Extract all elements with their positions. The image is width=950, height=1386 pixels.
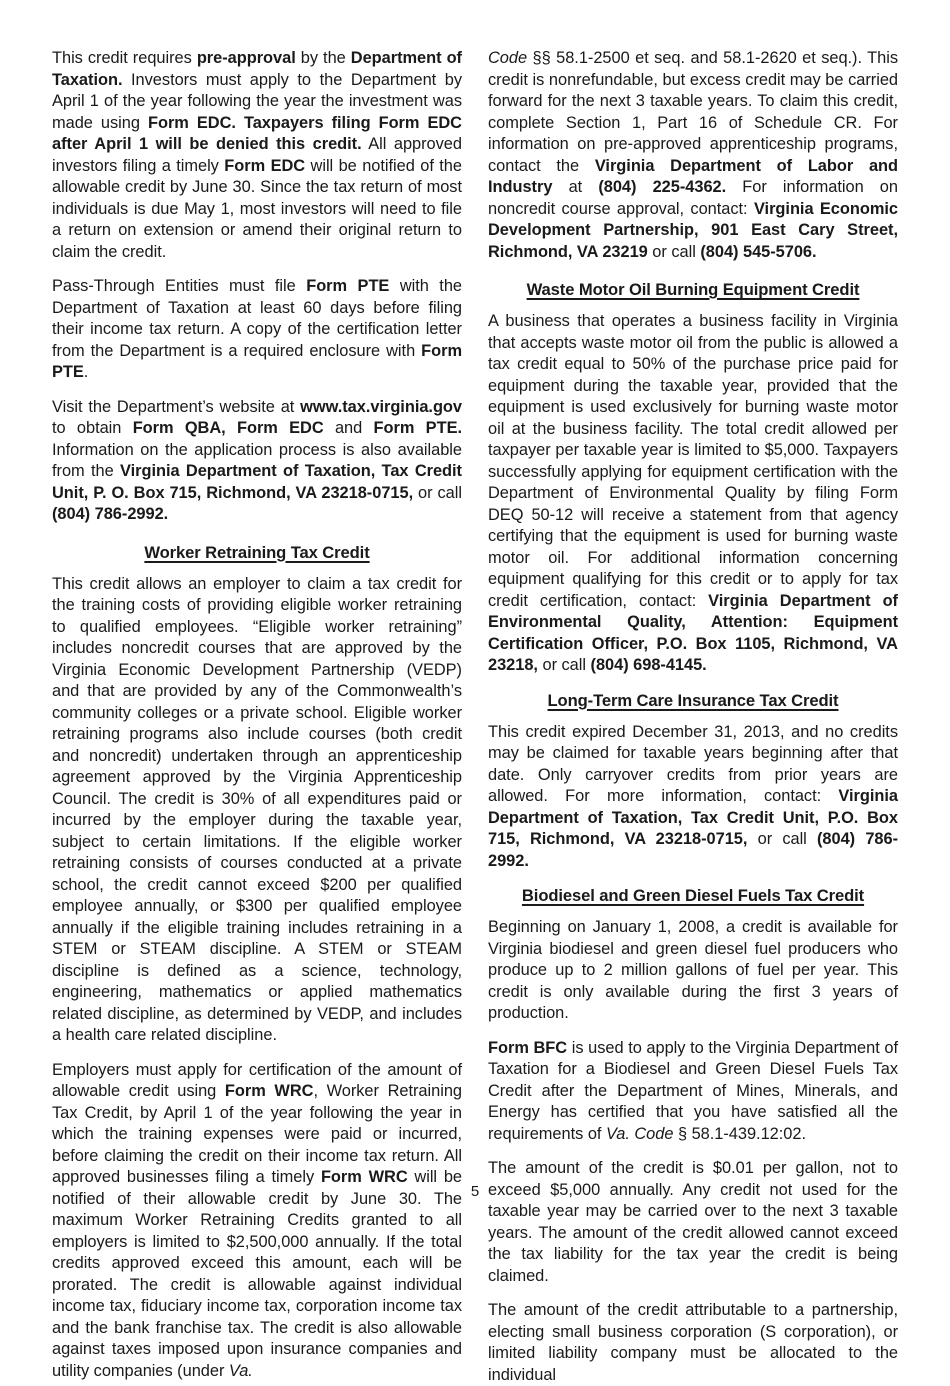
- paragraph-worker-retraining-application: Employers must apply for certification of the amount of allowable credit using Form WRC, Worker Retraining Tax Credit, by April 1 of the year following the year in which the training expenses were paid or incurred, before claiming the credit on their income tax return. All approved businesses filing a timely Form WRC will be notified of their allowable credit by June 30. The maximum Worker Retraining Credits granted to all employers is limited to $2,500,000 annually. If the total credits approved exceed this amount, each will be prorated. The credit is allowable against individual income tax, fiduciary income tax, corporation income tax and the bank franchise tax. The credit is also allowable against taxes imposed upon insurance companies and utility companies (under Va.: [52, 1060, 462, 1380]
- page-number: 5: [470, 1183, 480, 1200]
- heading-biodiesel-green-diesel-fuels-tax-credit: Biodiesel and Green Diesel Fuels Tax Credit: [521, 886, 865, 905]
- paragraph-code-continuation: Code §§ 58.1-2500 et seq. and 58.1-2620 et seq.). This credit is nonrefundable, but excess credit may be carried forward for the next 3 taxable years. To claim this credit, complete Section 1, Part 16 of Schedule CR. For information on pre-approved apprenticeship programs, contact the Virginia Department of Labor and Industry at (804) 225-4362. For information on noncredit course approval, contact: Virginia Economic Development Partnership, 901 East Cary Street, Richmond, VA 23219 or call (804) 545-5706.: [488, 49, 898, 261]
- heading-waste-motor-oil-burning-equipment-credit: Waste Motor Oil Burning Equipment Credit: [526, 280, 860, 299]
- paragraph-edc-preapproval: This credit requires pre-approval by the Department of Taxation. Investors must apply to the Department by April 1 of the year following the year the investment was made using Form EDC. Taxpayers filing Form EDC after April 1 will be denied this credit. All approved investors filing a timely Form EDC will be notified of the allowable credit by June 30. Since the tax return of most individuals is due May 1, most investors will need to file a return on extension or amend their original return to claim the credit.: [52, 49, 462, 261]
- paragraph-worker-retraining-overview: This credit allows an employer to claim a tax credit for the training costs of providing eligible worker retraining to qualified employees. “Eligible worker retraining” includes noncredit courses that are approved by the Virginia Economic Development Partnership (VEDP) and that are provided by any of the Commonwealth’s community colleges or a private school. Eligible worker retraining programs also include courses (both credit and noncredit) undertaken through an apprenticeship agreement approved by the Virginia Apprenticeship Council. The credit is 30% of all expenditures paid or incurred by the employer during the taxable year, subject to certain limitations. If the eligible worker retraining consists of courses conducted at a private school, the credit cannot exceed $200 per qualified employee annually, or $300 per qualified employee annually if the eligible training includes retraining in a STEM or STEAM discipline. A STEM or STEAM discipline is defined as a science, technology, engineering, mathematics or applied mathematics related discipline, as determined by VEDP, and includes a health care related discipline.: [52, 574, 462, 1044]
- heading-worker-retraining-tax-credit: Worker Retraining Tax Credit: [144, 542, 370, 562]
- paragraph-biodiesel-credit-amount: The amount of the credit is $0.01 per gallon, not to exceed $5,000 annually. Any credit not used for the taxable year may be carried over to the next 3 taxable years. The amount of the credit allowed cannot exceed the tax liability for the tax year the credit is being claimed.: [488, 1159, 898, 1285]
- paragraph-pass-through-entities: Pass-Through Entities must file Form PTE with the Department of Taxation at least 60 days before filing their income tax return. A copy of the certification letter from the Department is a required enclosure with Form PTE.: [52, 277, 463, 381]
- paragraph-waste-motor-oil-body: A business that operates a business facility in Virginia that accepts waste motor oil from the public is allowed a tax credit equal to 50% of the purchase price paid for equipment during the taxable year, provided that the equipment is used exclusively for burning waste motor oil at the business facility. The total credit allowed per taxpayer per taxable year is limited to $5,000. Taxpayers successfully applying for equipment certification with the Department of Environmental Quality by filing Form DEQ 50-12 will receive a statement from that agency certifying that the equipment is used for burning waste motor oil. For additional information concerning equipment qualifying for this credit or to apply for tax credit certification, contact: Virginia Department of Environmental Quality, Attention: Equipment Certification Officer, P.O. Box 1105, Richmond, VA 23218, or call (804) 698-4145.: [488, 312, 898, 674]
- paragraph-long-term-care-body: This credit expired December 31, 2013, and no credits may be claimed for taxable years beginning after that date. Only carryover credits from prior years are allowed. For more information, contact: Virginia Department of Taxation, Tax Credit Unit, P.O. Box 715, Richmond, VA 23218-0715, or call (804) 786-2992.: [488, 722, 898, 870]
- paragraph-biodiesel-allocation: The amount of the credit attributable to a partnership, electing small business corporation (S corporation), or limited liability company must be allocated to the individual: [488, 1301, 898, 1384]
- paragraph-website-info: Visit the Department’s website at www.tax.virginia.gov to obtain Form QBA, Form EDC and Form PTE. Information on the application process is also available from the Virginia Department of Taxation, Tax Credit Unit, P. O. Box 715, Richmond, VA 23218-0715, or call (804) 786-2992.: [52, 397, 462, 523]
- left-column: [52, 48, 462, 1382]
- two-column-layout: [52, 48, 898, 1384]
- paragraph-biodiesel-overview: Beginning on January 1, 2008, a credit is available for Virginia biodiesel and green diesel fuel producers who produce up to 2 million gallons of fuel per year. This credit is only available during the first 3 years of production.: [488, 918, 898, 1022]
- paragraph-biodiesel-form-bfc: Form BFC is used to apply to the Virginia Department of Taxation for a Biodiesel and Green Diesel Fuels Tax Credit after the Department of Mines, Minerals, and Energy has certified that you have satisfied all the requirements of Va. Code § 58.1-439.12:02.: [488, 1038, 898, 1143]
- heading-long-term-care-insurance-tax-credit: Long-Term Care Insurance Tax Credit: [547, 690, 839, 710]
